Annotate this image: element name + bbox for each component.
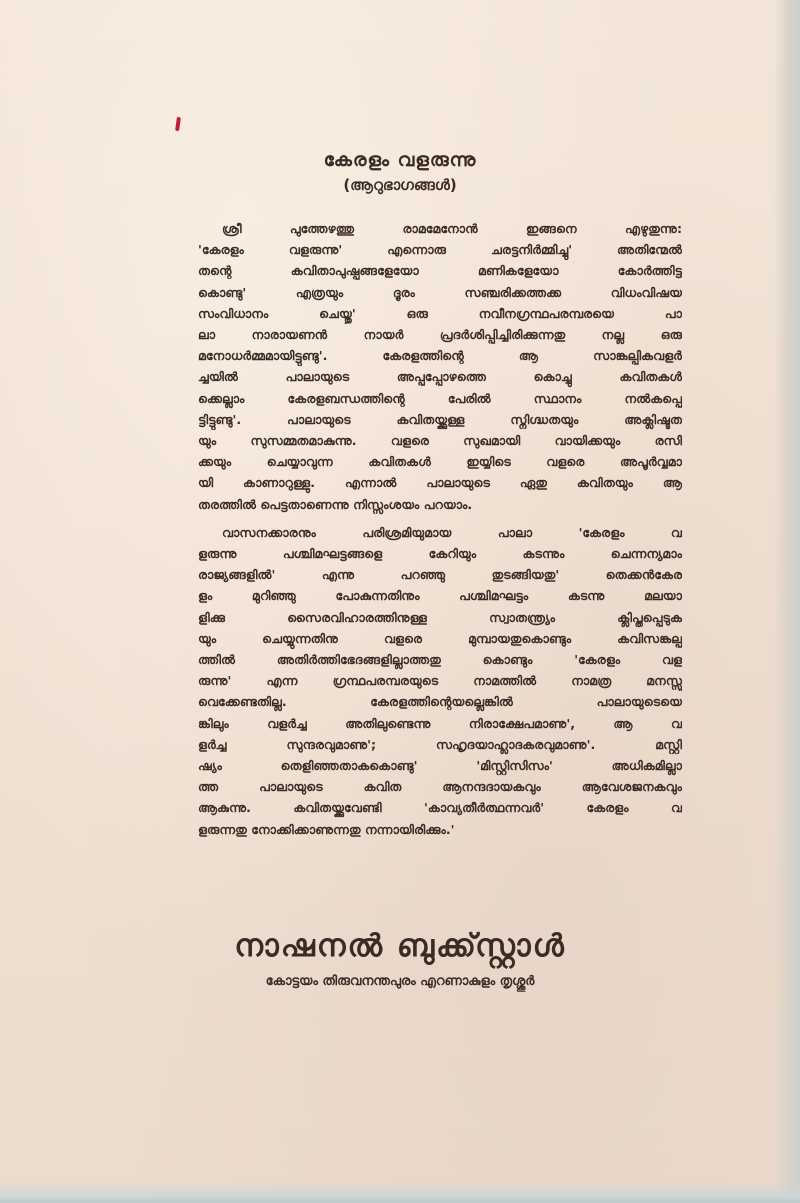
text-line: യും സുസമ്മതമാകുന്നു. വളരെ സുഖമായി വായിക്കയും രസി <box>198 433 682 449</box>
text-line: വെക്കേണ്ടതില്ല. കേരളത്തിന്റെയല്ലെങ്കിൽ പാലായുടെയെ <box>198 694 682 710</box>
text-line: വാസനക്കാരനും പരിശ്രമിയുമായ പാലാ 'കേരളം വ <box>222 524 682 540</box>
text-line: സംവിധാനം ചെയ്തു' ഒരു നവീനഗ്രന്ഥപരമ്പരയെ പാ <box>198 305 682 321</box>
text-line: ളർച്ച സുന്ദരവുമാണു'; സഹൃദയാഹ്ലാദകരവുമാണു'. മസ്റ്റി <box>198 736 682 752</box>
text-line: ളിക്കു സൈരവിഹാരത്തിനുള്ള സ്വാതന്ത്ര്യം ക്ലിപ്തപ്പെടുക <box>198 609 682 625</box>
text-line: ത്തിൽ അതിർത്തിഭേദങ്ങളില്ലാത്തതു കൊണ്ടും 'കേരളം വള <box>198 652 682 668</box>
publisher-cities: കോട്ടയം തിരുവനന്തപുരം എറണാകുളം തൃശ്ശൂർ <box>265 974 535 989</box>
text-line: രുന്നു' എന്ന ഗ്രന്ഥപരമ്പരയുടെ നാമത്തിൽ നാമത്ര മനസ്സു <box>198 673 682 689</box>
text-line: ലാ നാരായണൻ നായർ പ്രദർശിപ്പിച്ചിരിക്കുന്നതു നല്ല ഒരു <box>198 327 682 343</box>
text-line: രാജ്യങ്ങളിൽ' എന്നു പറഞ്ഞു തുടങ്ങിയതു' തെക്കൻകേര <box>198 567 682 583</box>
text-line: ട്ടിട്ടുണ്ടു'. പാലായുടെ കവിതയ്ക്കുള്ള സ്നിഗ്ദ്ധതയും അക്ലിഷ്ടത <box>198 411 682 427</box>
text-line: ക്കെല്ലാം കേരളബന്ധത്തിന്റെ പേരിൽ സ്ഥാനം നൽകപ്പെ <box>198 390 682 406</box>
book-title: കേരളം വളരുന്നു <box>323 149 477 171</box>
text-line: ച്ചയിൽ പാലായുടെ അപ്പപ്പോഴത്തെ കൊച്ചു കവിതകൾ <box>198 369 682 385</box>
text-line: ആകുന്നു. കവിതയ്ക്കുവേണ്ടി 'കാവ്യതീർത്ഥന്നവർ' കേരളം വ <box>198 800 682 816</box>
text-line: ളം മുറിഞ്ഞു പോകുന്നതിനും പശ്ചിമഘട്ടം കടന്നു മലയാ <box>198 588 682 604</box>
text-line: ളരുന്നു പശ്ചിമഘട്ടങ്ങളെ കേറിയും കടന്നും ചെന്നന്യമാം <box>198 546 682 562</box>
review-text <box>198 218 682 840</box>
text-line: യും ചെയ്യുന്നതിനു വളരെ മുമ്പായതുകൊണ്ടും കവിസങ്കല്പ <box>198 630 682 646</box>
page-edge-bottom <box>0 1181 800 1203</box>
text-line: ഷ്യം തെളിഞ്ഞതാകകൊണ്ടു' 'മിസ്റ്റിസിസം' അധികമില്ലാ <box>198 758 682 774</box>
text-line: തന്റെ കവിതാപുഷ്പങ്ങളേയോ മണികളേയോ കോർത്തിട്ട <box>198 263 682 279</box>
red-ink-mark <box>175 117 181 131</box>
text-line: തരത്തിൽ പെട്ടതാണെന്നു നിസ്സംശയം പറയാം. <box>198 496 473 512</box>
text-line: യി കാണാറുള്ളു. എന്നാൽ പാലായുടെ ഏതു കവിതയും ആ <box>198 475 682 491</box>
text-line: ത്ത പാലായുടെ കവിത ആനന്ദദായകവും ആവേശജനകവും <box>198 779 682 795</box>
book-subtitle: (ആറുഭാഗങ്ങൾ) <box>343 176 457 194</box>
text-line: ക്കയും ചെയ്യാവുന്ന കവിതകൾ ഇയ്യിടെ വളരെ അപൂർവ്വമാ <box>198 454 682 470</box>
text-line: ങ്കിലും വളർച്ച അതിലുണ്ടെന്നു നിരാക്ഷേപമാണു', ആ വ <box>198 715 682 731</box>
text-line: ശ്രീ പുത്തേഴത്തു രാമമേനോൻ ഇങ്ങനെ എഴുതുന്നു: <box>222 221 682 236</box>
text-line: മനോധർമ്മമായിട്ടുണ്ടു'. കേരളത്തിന്റെ ആ സാങ്കല്പികവളർ <box>198 348 682 364</box>
text-line: കൊണ്ടു' എത്രയും ദൂരം സഞ്ചരിക്കത്തക്ക വിധംവിഷയ <box>198 284 682 300</box>
text-line: ളരുന്നതു നോക്കിക്കാണുന്നതു നന്നായിരിക്കും.' <box>198 821 455 837</box>
text-line: 'കേരളം വളരുന്നു' എന്നൊരു ചരട്ടനിർമ്മിച്ചു' അതിന്മേൽ <box>198 242 682 258</box>
publisher-name: നാഷനൽ ബുക്ക്സ്റ്റാൾ <box>234 928 566 964</box>
